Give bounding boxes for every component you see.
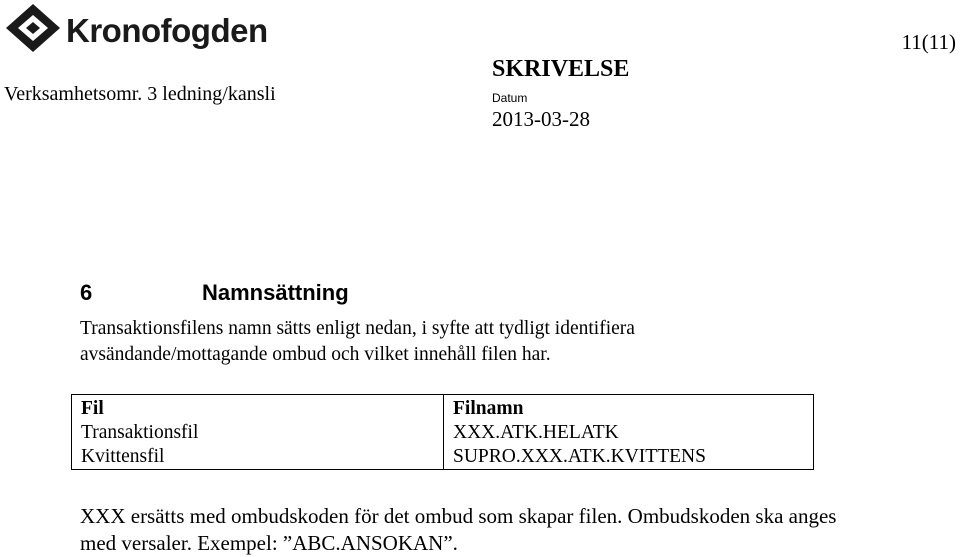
table-cell-filename: SUPRO.XXX.ATK.KVITTENS (453, 446, 706, 467)
document-type: SKRIVELSE (492, 56, 630, 82)
table-cell (72, 395, 444, 470)
date-label: Datum (492, 91, 528, 105)
date-value: 2013-03-28 (492, 107, 590, 131)
table-cell-filename: XXX.ATK.HELATK (453, 422, 619, 443)
column-header-filename: Filnamn (453, 398, 524, 419)
page-number: 11(11) (901, 30, 956, 54)
table-row (72, 395, 814, 470)
note-paragraph: XXX ersätts med ombudskoden för det ombud som skapar filen. Ombudskoden ska anges med versaler. Exempel: ”ABC.ANSOKAN”. (80, 504, 837, 555)
table-cell (444, 395, 814, 470)
section-heading (80, 280, 349, 306)
section-title: Namnsättning (202, 280, 349, 305)
column-header-file: Fil (81, 398, 104, 419)
intro-paragraph: Transaktionsfilens namn sätts enligt nedan, i syfte att tydligt identifiera avsändande/mottagande ombud och vilket innehåll filen har. (80, 318, 635, 365)
section-number: 6 (80, 280, 93, 305)
table-cell-file: Transaktionsfil (81, 422, 199, 443)
table-cell-file: Kvittensfil (81, 446, 165, 467)
department-name: Verksamhetsomr. 3 ledning/kansli (4, 83, 276, 105)
logo-wordmark: Kronofogden (66, 12, 268, 49)
diamond-logo-icon (6, 4, 60, 52)
file-name-table (71, 394, 814, 470)
